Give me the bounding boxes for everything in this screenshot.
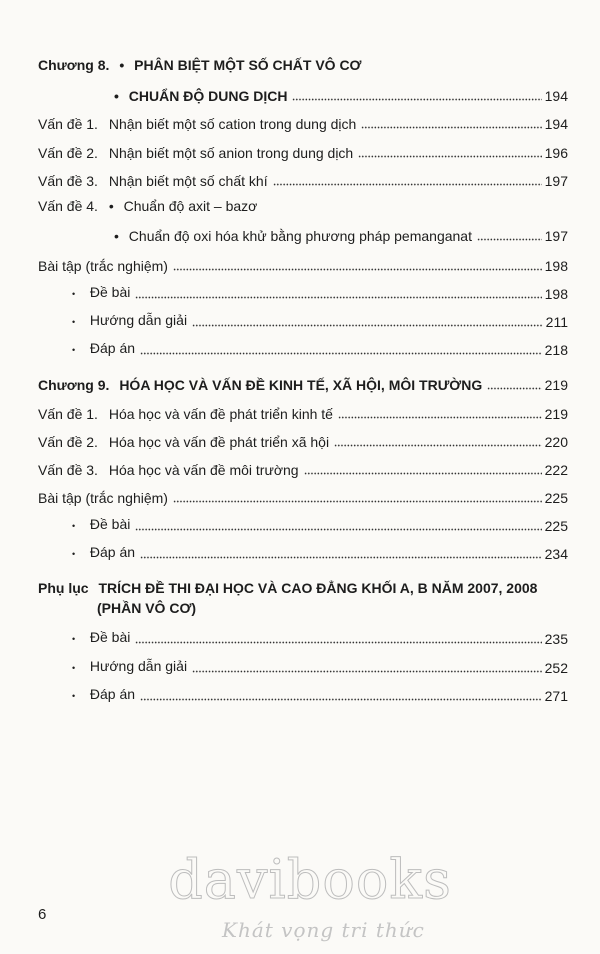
entry-label <box>72 686 137 704</box>
leader-dots <box>334 444 542 447</box>
appendix-title-line1: TRÍCH ĐỀ THI ĐẠI HỌC VÀ CAO ĐẲNG KHỐI A, B NĂM 2007, 2008 <box>98 580 538 596</box>
toc-subentry <box>72 514 568 534</box>
entry-label <box>38 116 358 132</box>
issue-title: Nhận biết một số anion trong dung dịch <box>108 145 354 161</box>
entry-label <box>38 462 301 478</box>
issue-subtitle: Chuẩn độ oxi hóa khử bằng phương pháp pemanganat <box>128 228 472 244</box>
toc-entry <box>38 112 568 132</box>
entry-page: 198 <box>544 258 568 274</box>
chapter8-page: 194 <box>544 88 568 104</box>
chapter8-title-row <box>114 84 568 104</box>
toc-subentry <box>72 338 568 358</box>
subentry-title: Đề bài <box>89 629 131 645</box>
toc-entry <box>38 141 568 161</box>
subentry-title: Đáp án <box>89 340 136 356</box>
entry-page: 252 <box>544 660 568 676</box>
entry-page: 225 <box>544 518 568 534</box>
entry-label <box>72 544 137 562</box>
toc-entry <box>38 254 568 274</box>
leader-dots <box>173 500 542 503</box>
subentry-title: Hướng dẫn giải <box>89 312 188 328</box>
leader-dots <box>273 183 542 186</box>
toc-subentry <box>72 282 568 302</box>
issue-subtitle: Chuẩn độ axit – bazơ <box>123 198 258 214</box>
watermark-tagline: Khát vọng tri thức <box>222 918 425 942</box>
toc-entry <box>38 458 568 478</box>
watermark-logo: davibooks <box>168 848 452 911</box>
subentry-title: Đáp án <box>89 544 136 560</box>
entry-page: 271 <box>544 688 568 704</box>
chapter8-title-line1: PHÂN BIỆT MỘT SỐ CHẤT VÔ CƠ <box>134 57 362 73</box>
toc-entry <box>38 430 568 450</box>
leader-dots <box>477 238 542 241</box>
leader-dots <box>358 155 541 158</box>
bullet-icon: • <box>72 345 76 355</box>
entry-page: 222 <box>544 462 568 478</box>
leader-dots <box>135 296 541 299</box>
subentry-title: Hướng dẫn giải <box>89 658 188 674</box>
subentry-title: Đề bài <box>89 284 131 300</box>
leader-dots <box>135 528 541 531</box>
chapter9-title-wrap <box>38 377 484 393</box>
chapter9-title: HÓA HỌC VÀ VẤN ĐỀ KINH TẾ, XÃ HỘI, MÔI TRƯỜNG <box>119 377 483 393</box>
leader-dots <box>135 641 541 644</box>
entry-page: 235 <box>544 631 568 647</box>
entry-label <box>38 434 331 450</box>
entry-page: 197 <box>544 173 568 189</box>
bullet-icon: • <box>72 691 76 701</box>
issue-title: Nhận biết một số cation trong dung dịch <box>108 116 357 132</box>
entry-label <box>72 340 137 358</box>
issue-number: Vấn đề 4. <box>38 198 98 214</box>
appendix-label: Phụ lục <box>38 580 89 596</box>
appendix-heading <box>38 580 537 596</box>
entry-label <box>38 145 355 161</box>
issue-title: Hóa học và vấn đề phát triển kinh tế <box>108 406 333 422</box>
leader-dots <box>192 324 543 327</box>
leader-dots <box>292 98 541 101</box>
leader-dots <box>140 698 542 701</box>
entry-label <box>38 406 335 422</box>
exercises-title: Bài tập (trắc nghiệm) <box>38 258 168 274</box>
bullet-icon: • <box>72 289 76 299</box>
entry-label <box>38 173 270 189</box>
chapter8-label: Chương 8. <box>38 57 110 73</box>
entry-page: 234 <box>544 546 568 562</box>
entry-page: 218 <box>544 342 568 358</box>
issue-title: Hóa học và vấn đề môi trường <box>108 462 299 478</box>
chapter9-label: Chương 9. <box>38 377 110 393</box>
chapter8-heading <box>38 57 362 73</box>
toc-subentry <box>72 542 568 562</box>
issue-title: Nhận biết một số chất khí <box>108 173 268 189</box>
entry-page: 198 <box>544 286 568 302</box>
issue-title: Hóa học và vấn đề phát triển xã hội <box>108 434 330 450</box>
toc-subentry <box>72 627 568 647</box>
bullet-icon: • <box>114 228 119 244</box>
page-number: 6 <box>38 906 47 923</box>
bullet-icon: • <box>72 663 76 673</box>
leader-dots <box>173 268 542 271</box>
entry-page: 225 <box>544 490 568 506</box>
entry-page: 219 <box>544 406 568 422</box>
chapter8-title-line2: CHUẨN ĐỘ DUNG DỊCH <box>128 88 288 104</box>
toc-subentry <box>72 310 568 330</box>
entry-label <box>114 228 474 244</box>
issue-number: Vấn đề 3. <box>38 173 98 189</box>
bullet-icon: • <box>114 88 119 104</box>
leader-dots <box>338 416 542 419</box>
leader-dots <box>140 556 542 559</box>
leader-dots <box>192 670 542 673</box>
leader-dots <box>487 387 541 390</box>
entry-label <box>72 516 132 534</box>
bullet-icon: • <box>72 549 76 559</box>
chapter9-heading <box>38 373 568 393</box>
leader-dots <box>140 352 542 355</box>
issue-number: Vấn đề 2. <box>38 145 98 161</box>
bullet-icon: • <box>72 317 76 327</box>
toc-entry <box>114 224 568 244</box>
subentry-title: Đề bài <box>89 516 131 532</box>
toc-entry <box>38 486 568 506</box>
appendix-title-line2: (PHẦN VÔ CƠ) <box>97 600 197 616</box>
chapter8-title-line2-wrap <box>114 88 289 104</box>
bullet-icon: • <box>108 198 114 214</box>
toc-entry <box>38 169 568 189</box>
exercises-title: Bài tập (trắc nghiệm) <box>38 490 168 506</box>
bullet-icon: • <box>72 634 76 644</box>
leader-dots <box>304 472 542 475</box>
issue-number: Vấn đề 3. <box>38 462 98 478</box>
entry-label <box>72 629 132 647</box>
toc-subentry <box>72 656 568 676</box>
issue4-heading <box>38 198 257 214</box>
issue-number: Vấn đề 2. <box>38 434 98 450</box>
entry-label <box>72 658 189 676</box>
entry-page: 220 <box>544 434 568 450</box>
entry-label <box>72 284 132 302</box>
bullet-icon: • <box>119 57 125 73</box>
bullet-icon: • <box>72 521 76 531</box>
issue-number: Vấn đề 1. <box>38 116 98 132</box>
toc-entry <box>38 402 568 422</box>
entry-page: 211 <box>545 314 568 330</box>
toc-subentry <box>72 684 568 704</box>
issue-number: Vấn đề 1. <box>38 406 98 422</box>
entry-page: 196 <box>544 145 568 161</box>
chapter9-page: 219 <box>544 377 568 393</box>
entry-page: 194 <box>544 116 568 132</box>
entry-label <box>72 312 189 330</box>
leader-dots <box>361 126 541 129</box>
entry-page: 197 <box>544 228 568 244</box>
subentry-title: Đáp án <box>89 686 136 702</box>
